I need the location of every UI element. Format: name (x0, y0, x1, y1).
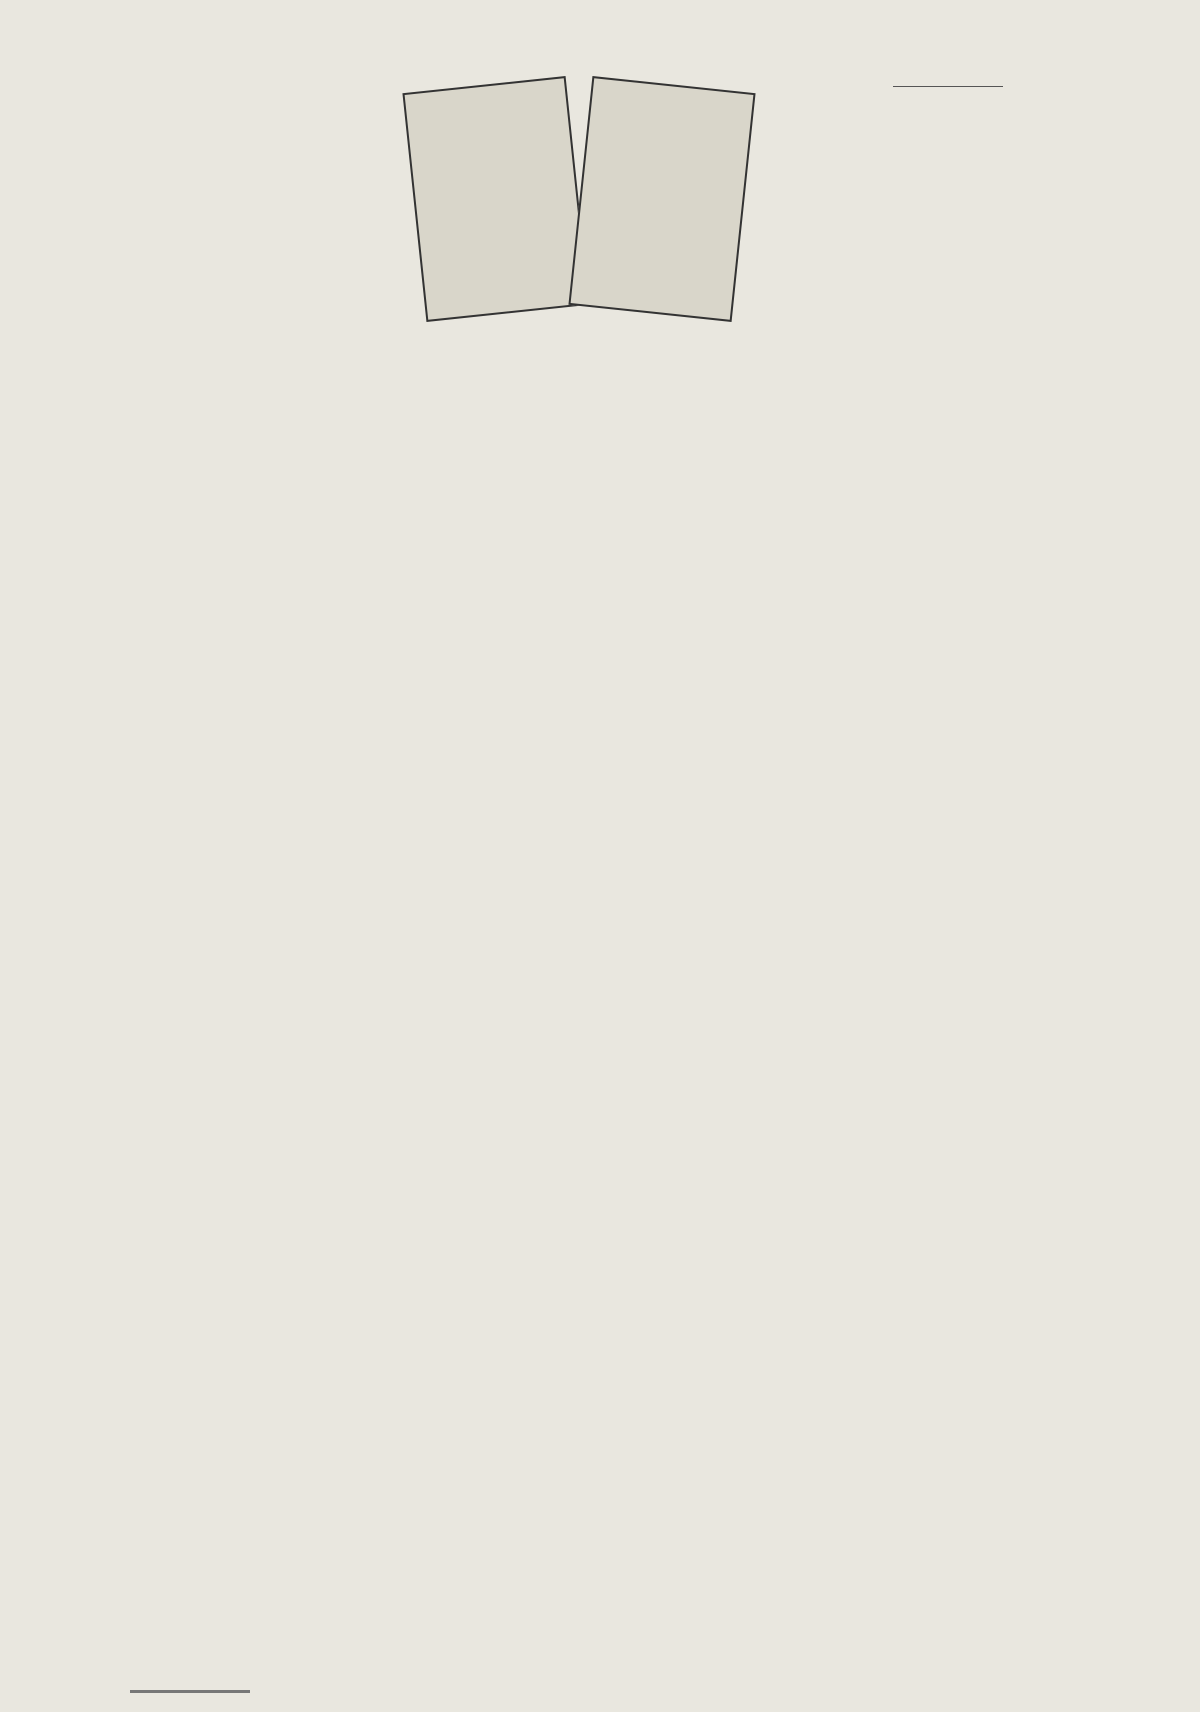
separator-rule (893, 86, 1003, 87)
column-right (776, 66, 1120, 105)
hunting-fishing-cover (568, 76, 755, 322)
magazine-covers-image (410, 84, 754, 320)
page-header (40, 18, 1160, 48)
column-middle (410, 66, 754, 346)
page-edge-mark (130, 1690, 250, 1693)
national-sportsman-cover (402, 76, 589, 322)
column-left (36, 66, 386, 72)
